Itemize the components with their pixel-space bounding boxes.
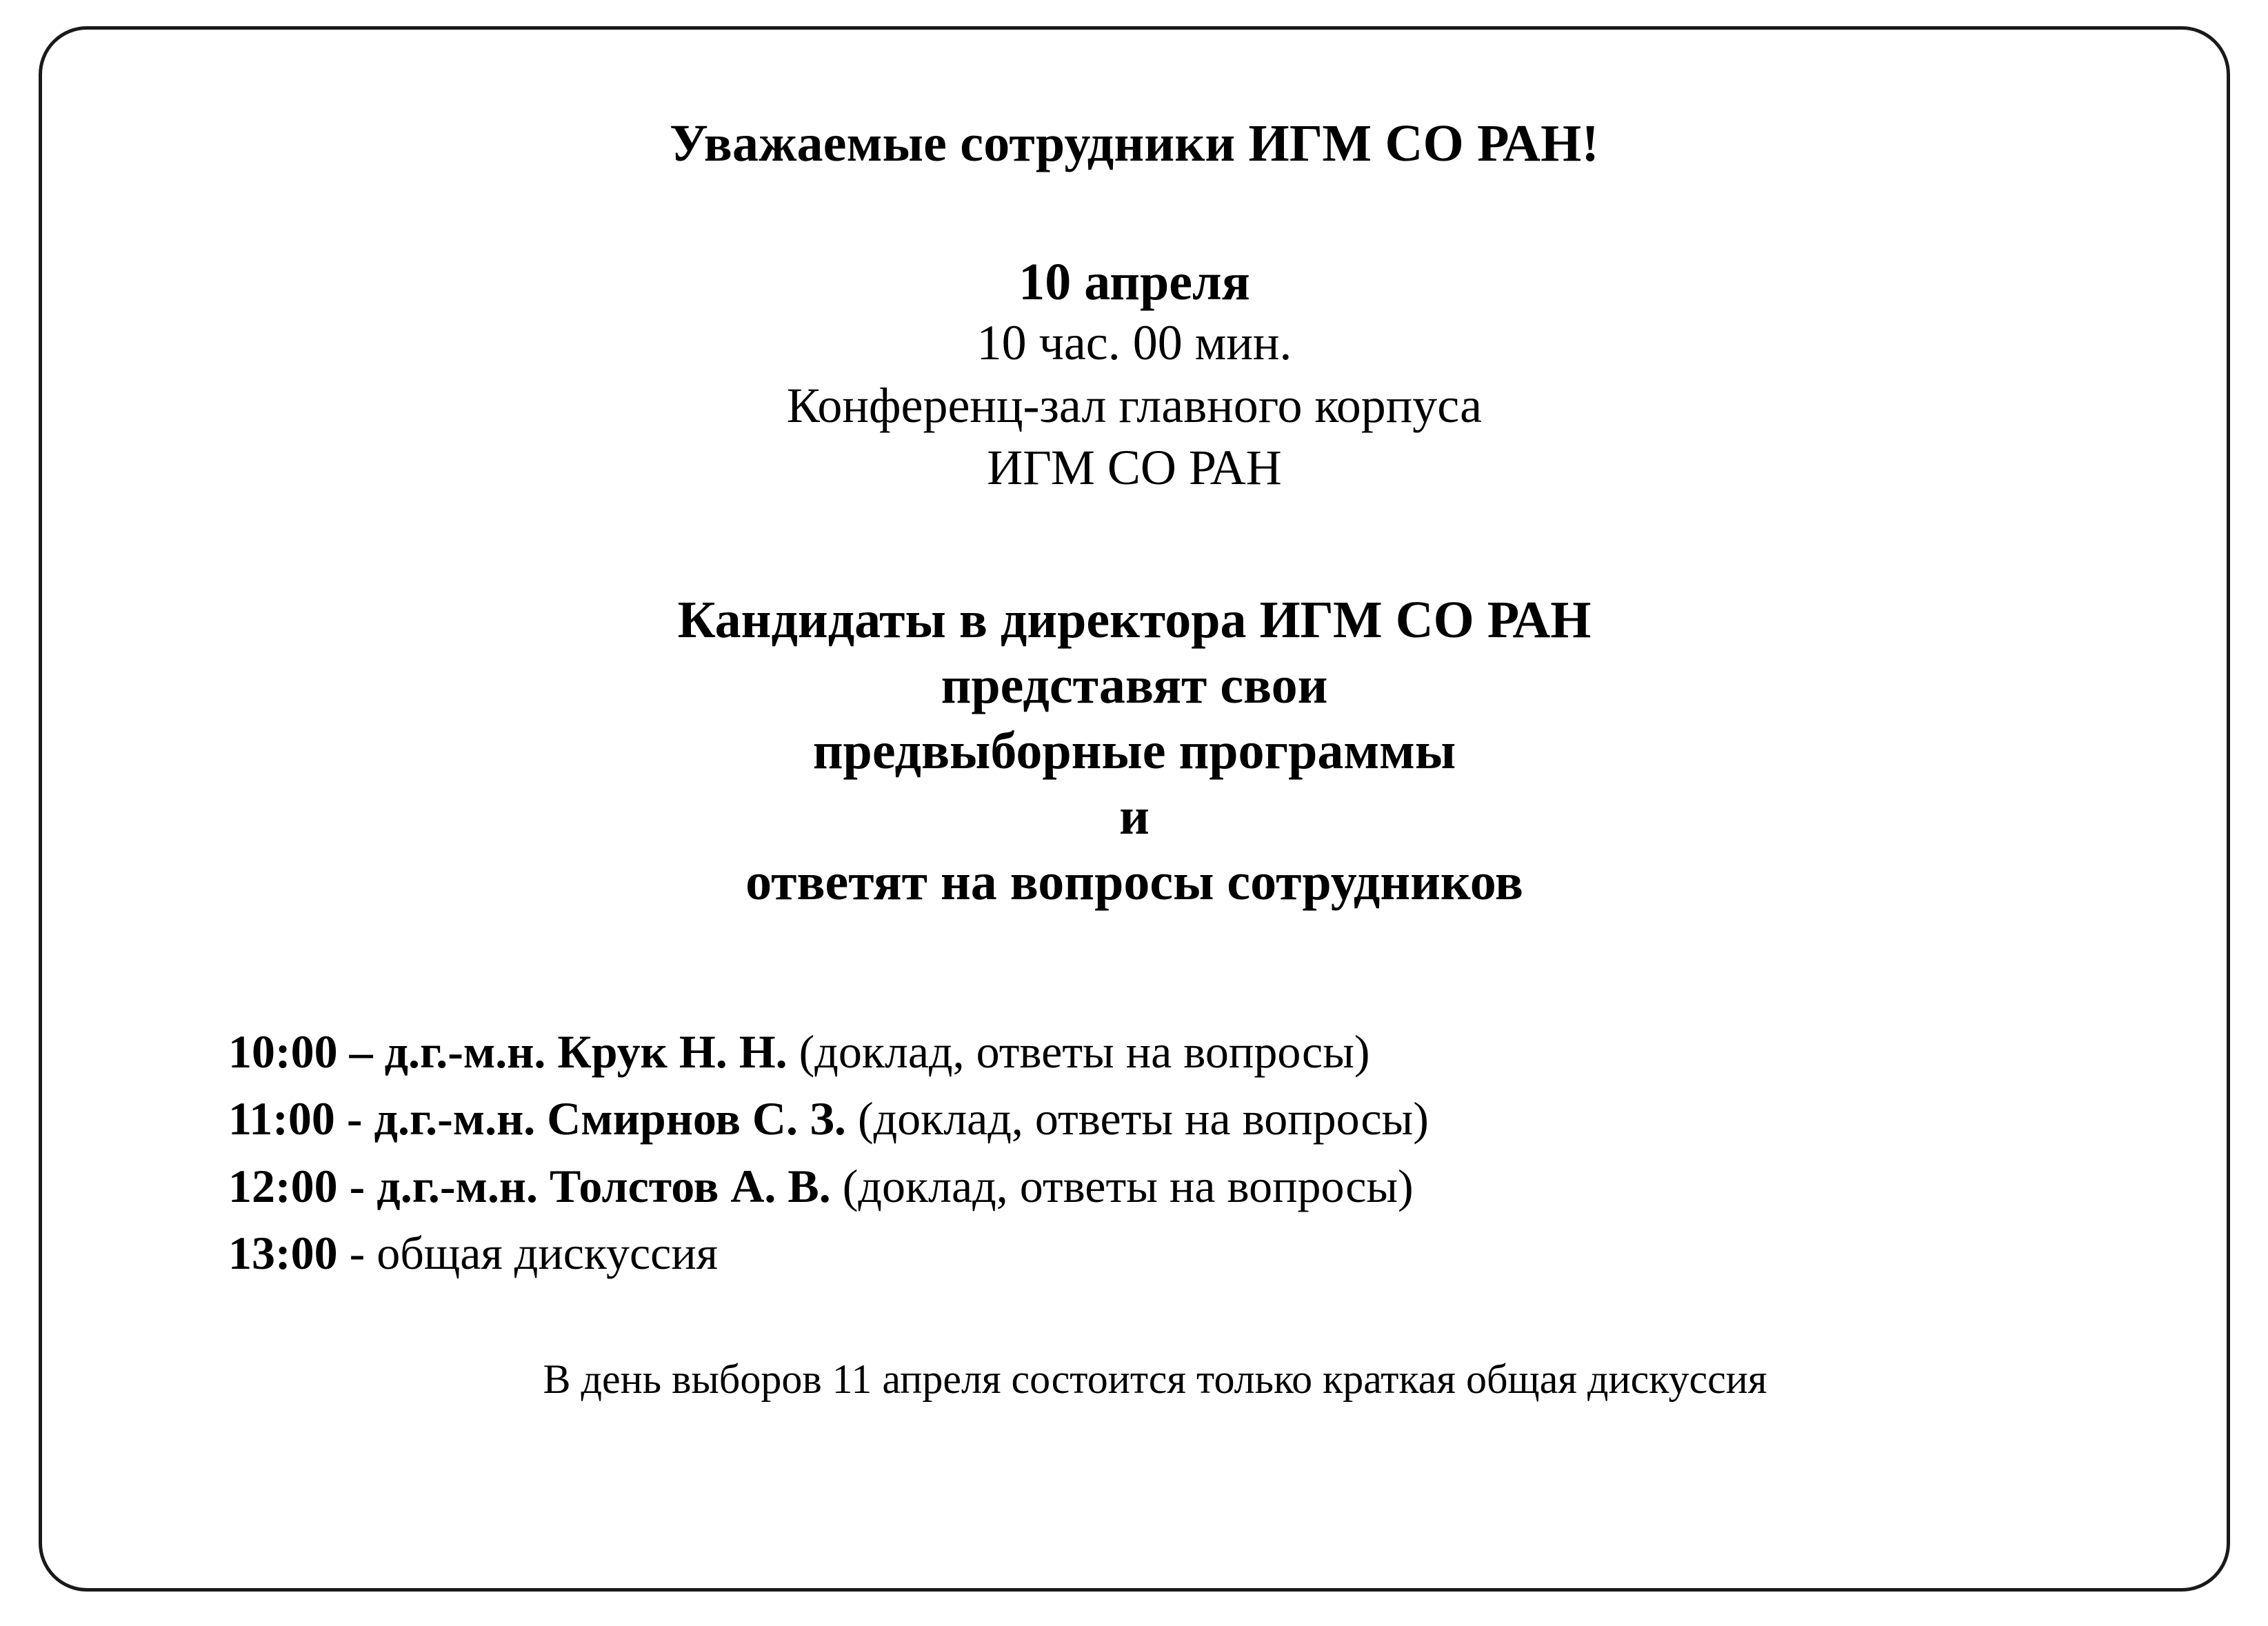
schedule-note: - общая дискуссия xyxy=(349,1226,718,1279)
schedule-time: 10:00 – xyxy=(228,1025,373,1078)
event-venue-line-1: Конференц-зал главного корпуса xyxy=(786,377,1483,433)
event-date: 10 апреля xyxy=(1018,252,1250,311)
schedule-time: 12:00 - xyxy=(228,1159,365,1212)
event-time: 10 час. 00 мин. xyxy=(976,314,1292,370)
announcement-line-4: и xyxy=(1119,787,1150,846)
schedule-row xyxy=(228,1220,2144,1287)
schedule-note: (доклад, ответы на вопросы) xyxy=(842,1159,1414,1212)
announcement-line-2: представят свои xyxy=(941,656,1328,715)
schedule-note: (доклад, ответы на вопросы) xyxy=(857,1092,1429,1145)
event-venue-line-2: ИГМ СО РАН xyxy=(987,440,1282,496)
schedule-time: 13:00 xyxy=(228,1226,338,1279)
schedule-row xyxy=(228,1153,2144,1220)
event-details xyxy=(125,253,2144,499)
announcement-line-3: предвыборные программы xyxy=(812,722,1456,781)
announcement-line-5: ответят на вопросы сотрудников xyxy=(745,853,1523,912)
announcement-line-1: Кандидаты в директора ИГМ СО РАН xyxy=(677,591,1592,650)
slide-title: Уважаемые сотрудники ИГМ СО РАН! xyxy=(670,114,1599,172)
schedule-list xyxy=(125,1018,2144,1287)
schedule-person: д.г.-м.н. Крук Н. Н. xyxy=(384,1025,787,1078)
announcement-block xyxy=(125,588,2144,915)
schedule-row xyxy=(228,1085,2144,1152)
schedule-person: д.г.-м.н. Смирнов С. З. xyxy=(374,1092,846,1145)
schedule-person: д.г.-м.н. Толстов А. В. xyxy=(377,1159,831,1212)
schedule-note: (доклад, ответы на вопросы) xyxy=(799,1025,1370,1078)
schedule-time: 11:00 - xyxy=(228,1092,363,1145)
slide-content xyxy=(42,30,2227,1588)
schedule-row xyxy=(228,1018,2144,1085)
slide-card xyxy=(39,26,2230,1592)
footnote-text: В день выборов 11 апреля состоится только краткая общая дискуссия xyxy=(543,1356,1767,1402)
